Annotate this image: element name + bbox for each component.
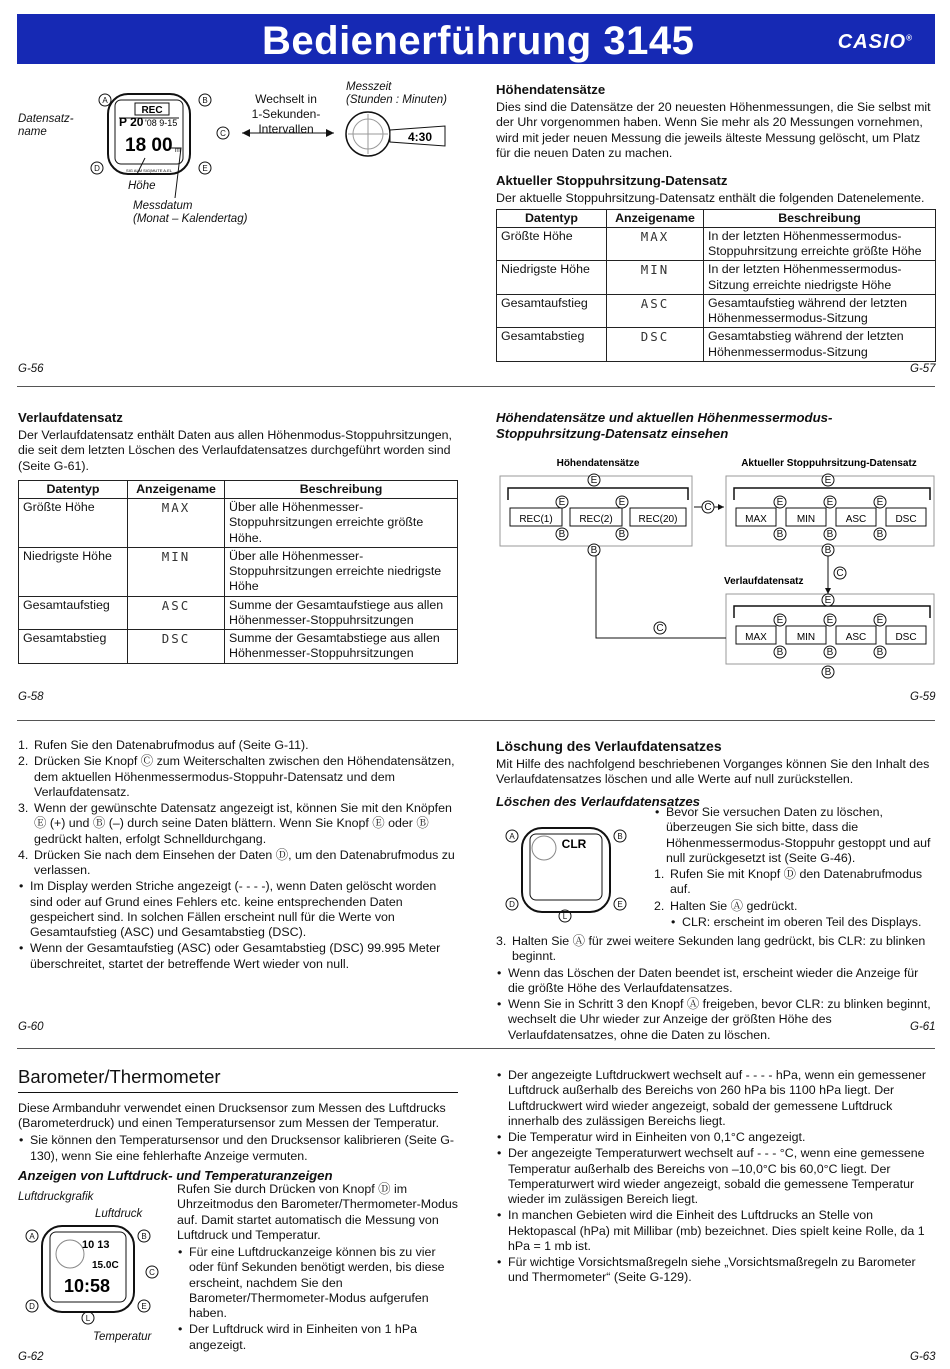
rec-1: REC(1) (519, 514, 553, 525)
heading-barometer: Barometer/Thermometer (18, 1066, 458, 1093)
title-banner (17, 14, 935, 64)
page-number-g60: G-60 (18, 1021, 44, 1033)
svg-text:L: L (85, 1314, 91, 1323)
table-header: Anzeigename (128, 480, 225, 498)
measurement-time-display-illustration (340, 108, 450, 160)
list-item: 4. Drücken Sie nach dem Einsehen der Daten Ⓓ, um den Datenabrufmodus zu verlassen. (18, 847, 455, 877)
page-number-g62: G-62 (18, 1351, 44, 1363)
svg-text:ASC: ASC (845, 514, 867, 525)
svg-text:E: E (141, 1302, 147, 1311)
table-header: Beschreibung (704, 209, 936, 227)
svg-text:15.0C: 15.0C (92, 1260, 119, 1271)
list-item: • Wenn der Gesamtaufstieg (ASC) oder Gesamtabstieg (DSC) 99.995 Meter überschreitet, startet der betreffende Wert wieder von null. (18, 941, 458, 972)
text-barometer: Diese Armbanduhr verwendet einen Drucksensor zum Messen des Luftdrucks (Barometerdruck) und einen Temperatursensor zum Messen der Temperatur. (18, 1100, 446, 1130)
heading-verlaufdatensatz: Verlaufdatensatz (18, 410, 123, 425)
svg-text:CLR: CLR (561, 837, 587, 851)
svg-text:A: A (102, 96, 108, 105)
divider (17, 1048, 935, 1049)
svg-text:B: B (826, 529, 834, 540)
text-anzeigen: Rufen Sie durch Drücken von Knopf Ⓓ im Uhrzeitmodus den Barometer/Thermometer-Modus auf. Damit startet automatisch die Messung von Luftdruck und Temperatur. (177, 1182, 458, 1242)
svg-text:'08 9-15: '08 9-15 (145, 118, 178, 128)
record-navigation-diagram (496, 452, 938, 684)
rec-2: REC(2) (579, 514, 613, 525)
heading-anzeigen: Anzeigen von Luftdruck- und Temperaturanzeigen (18, 1167, 333, 1183)
svg-text:C: C (656, 623, 664, 634)
list-item: • In manchen Gebieten wird die Einheit des Luftdrucks an Stelle von Hektopascal (hPa) mit Millibar (mb) bezeichnet. Dies spielt keine Rolle, da 1 hPa = 1 mb ist. (496, 1208, 936, 1254)
label-hoehendatensaetze: Höhendatensätze (556, 458, 640, 469)
svg-text:B: B (876, 647, 884, 658)
svg-text:E: E (617, 900, 623, 909)
heading-einsehen: Höhendatensätze und aktuellen Höhenmessermodus-Stoppuhrsitzung-Datensatz einsehen (496, 410, 833, 442)
svg-text:E: E (824, 475, 832, 486)
svg-text:A: A (509, 832, 515, 841)
page-number-g63: G-63 (910, 1351, 936, 1363)
svg-text:10 13: 10 13 (82, 1239, 110, 1251)
table-row: Niedrigste Höhe MIN In der letzten Höhenmessermodus-Sitzung erreichte niedrigste Höhe (497, 261, 936, 295)
list-item: • Im Display werden Striche angezeigt (- - - -), wenn Daten gelöscht worden sind oder auf Grund eines Fehlers etc. keine entsprechenden Daten gespeichert sind. In solchen Fällen erscheint null für die Werte von Gesamtaufstieg (ASC) und Gesamtabstieg (DSC). (18, 879, 458, 940)
svg-text:10:58: 10:58 (64, 1276, 111, 1296)
table-row: Gesamtabstieg DSC Summe der Gesamtabstiege aus allen Höhenmesser-Stoppuhrsitzungen (19, 630, 458, 664)
heading-aktueller-datensatz: Aktueller Stoppuhrsitzung-Datensatz (496, 173, 728, 189)
label-messzeit: Messzeit (Stunden : Minuten) (346, 81, 448, 107)
section-hoehendatensaetze (496, 82, 936, 362)
list-item: • Für wichtige Vorsichtsmaßregeln siehe „Vorsichtsmaßregeln zu Barometer und Thermometer“ (Seite G-129). (496, 1255, 936, 1286)
svg-text:18 00: 18 00 (125, 135, 173, 156)
svg-text:B: B (617, 832, 623, 841)
table-header: Anzeigename (607, 209, 704, 227)
svg-text:E: E (590, 475, 598, 486)
text-hoehendatensaetze: Dies sind die Datensätze der 20 neuesten Höhenmessungen, die Sie selbst mit der Uhr vorgenommen haben. Wenn Sie mehr als 20 Messungen vornehmen, wird mit jeder neuen Messung die jeweils älteste Messung gelöscht, um Platz für die neuen Daten zu machen. (496, 100, 931, 160)
casio-logo: CASIO® (837, 31, 913, 53)
svg-text:E: E (826, 497, 834, 508)
label-hoehe: Höhe (128, 180, 156, 192)
section-einsehen (496, 410, 936, 444)
list-item: • Wenn das Löschen der Daten beendet ist, erscheint wieder die Anzeige für die größte Höhe des Verlaufdatensatzes. (496, 966, 936, 997)
heading-hoehendatensaetze: Höhendatensätze (496, 82, 606, 97)
manual-title: Bedienerführung 3145 (262, 19, 695, 63)
svg-text:C: C (149, 1268, 155, 1277)
table-row: Größte Höhe MAX Über alle Höhenmesser-Stoppuhrsitzungen erreichte größte Höhe. (19, 499, 458, 548)
svg-text:E: E (776, 497, 784, 508)
page-number-g59: G-59 (910, 691, 936, 703)
svg-text:E: E (776, 615, 784, 626)
svg-text:E: E (202, 164, 208, 173)
svg-text:B: B (776, 529, 784, 540)
svg-text:B: B (618, 529, 626, 540)
section-abruf-anleitung (18, 738, 458, 973)
svg-text:P 20: P 20 (119, 115, 144, 129)
table-row: Gesamtaufstieg ASC Gesamtaufstieg während der letzten Höhenmessermodus-Sitzung (497, 294, 936, 328)
svg-text:DSC: DSC (895, 514, 917, 525)
label-luftdruckgrafik: Luftdruckgrafik (18, 1191, 94, 1203)
list-item: • Wenn Sie in Schritt 3 den Knopf Ⓐ freigeben, bevor CLR: zu blinken beginnt, wechselt die Uhr wieder zur Anzeige der größten Höhe des Verlaufdatensatzes, ohne die Daten zu löschen. (496, 997, 936, 1043)
svg-text:E: E (876, 615, 884, 626)
svg-text:D: D (509, 900, 515, 909)
list-item: • Sie können den Temperatursensor und den Drucksensor kalibrieren (Seite G-130), wenn Sie eine fehlerhafte Anzeige vermuten. (18, 1133, 458, 1164)
label-wechselt: Wechselt in 1-Sekunden- Intervallen (251, 92, 321, 136)
svg-text:4:30: 4:30 (408, 130, 433, 144)
notes-list (18, 879, 458, 972)
svg-text:B: B (826, 647, 834, 658)
text-verlaufdatensatz: Der Verlaufdatensatz enthält Daten aus allen Höhenmodus-Stoppuhrsitzungen, die seit dem letzten Löschen des Verlaufdatensatzes durchgeführt worden sind (Seite G-61). (18, 428, 452, 473)
svg-text:B: B (824, 545, 832, 556)
section-loeschen-more (496, 934, 936, 1044)
svg-text:C: C (836, 568, 844, 579)
table-header: Datentyp (19, 480, 128, 498)
watch-clr-illustration (500, 824, 635, 924)
heading-loeschung: Löschung des Verlaufdatensatzes (496, 738, 722, 754)
svg-text:E: E (826, 615, 834, 626)
svg-text:B: B (824, 667, 832, 678)
list-item: • CLR: erscheint im oberen Teil des Displays. (670, 915, 936, 930)
section-loeschung (496, 738, 936, 812)
list-item: • Die Temperatur wird in Einheiten von 0,1°C angezeigt. (496, 1130, 936, 1145)
divider (17, 386, 935, 387)
svg-text:C: C (220, 129, 226, 138)
svg-text:B: B (876, 529, 884, 540)
list-item: • Bevor Sie versuchen Daten zu löschen, überzeugen Sie sich bitte, dass die Höhenmessermodus-Stoppuhr gestoppt und auf null zurückgesetzt ist (Seite G-46). (654, 805, 936, 866)
label-datensatzname: Datensatz- name (18, 113, 74, 139)
table-row: Größte Höhe MAX In der letzten Höhenmessermodus-Stoppuhrsitzung erreichte größte Höhe (497, 227, 936, 261)
label-temperatur: Temperatur (93, 1331, 152, 1343)
list-item: • Der angezeigte Luftdruckwert wechselt auf - - - - hPa, wenn ein gemessener Luftdruck außerhalb des Bereichs von 260 hPa bis 1100 hPa liegt. Der Luftdruckwert wird wieder angezeigt, sobald der gemessene Luftdruck innerhalb des zulässigen Bereichs liegt. (496, 1068, 936, 1129)
steps-list (18, 738, 458, 878)
svg-text:B: B (590, 545, 598, 556)
svg-text:C: C (704, 502, 712, 513)
label-messdatum: Messdatum (Monat – Kalendertag) (133, 200, 248, 226)
list-item: 2. Halten Sie Ⓐ gedrückt. (654, 898, 798, 913)
svg-text:D: D (29, 1302, 35, 1311)
heading-loeschen: Löschen des Verlaufdatensatzes (496, 793, 700, 809)
svg-text:REC: REC (141, 105, 163, 116)
table-header: Datentyp (497, 209, 607, 227)
svg-text:E: E (618, 497, 626, 508)
label-luftdruck: Luftdruck (95, 1208, 143, 1220)
label-aktueller: Aktueller Stoppuhrsitzung-Datensatz (741, 458, 917, 469)
list-item: • Der angezeigte Temperaturwert wechselt auf - - - °C, wenn eine gemessene Temperatur außerhalb des Bereichs von –10,0°C bis 60,0°C liegt. Der Temperaturwert wird wieder angezeigt, sobald die gemessene Temperatur wieder im zulässigen Bereich liegt. (496, 1146, 936, 1207)
list-item: • Für eine Luftdruckanzeige können bis zu vier oder fünf Sekunden benötigt werden, bis diese erscheint, nachdem Sie den Barometer/Thermometer-Modus aufgerufen haben. (177, 1245, 459, 1321)
svg-text:E: E (558, 497, 566, 508)
label-verlauf: Verlaufdatensatz (724, 576, 804, 587)
svg-text:DSC: DSC (895, 632, 917, 643)
double-arrow-icon (238, 125, 338, 141)
divider (17, 720, 935, 721)
table-verlaufdatensatz (18, 480, 458, 664)
page-number-g58: G-58 (18, 691, 44, 703)
text-loeschung: Mit Hilfe des nachfolgend beschriebenen Vorganges können Sie den Inhalt des Verlaufdatensatzes löschen und alle Werte auf null zurückstellen. (496, 757, 930, 787)
section-barometer-hinweise (496, 1068, 936, 1287)
page-number-g61: G-61 (910, 1021, 936, 1033)
svg-text:E: E (824, 595, 832, 606)
table-row: Gesamtaufstieg ASC Summe der Gesamtaufstiege aus allen Höhenmesser-Stoppuhrsitzungen (19, 596, 458, 630)
section-anzeigen-text (177, 1182, 459, 1354)
svg-text:SIG ALM SIG|MUTE A.EL: SIG ALM SIG|MUTE A.EL (126, 168, 172, 173)
section-barometer (18, 1066, 458, 1186)
svg-text:MIN: MIN (796, 632, 816, 643)
svg-text:D: D (94, 164, 100, 173)
list-item: • Der Luftdruck wird in Einheiten von 1 hPa angezeigt. (177, 1322, 459, 1353)
section-verlaufdatensatz (18, 410, 458, 664)
svg-text:B: B (202, 96, 208, 105)
svg-text:L: L (562, 912, 568, 921)
svg-text:MAX: MAX (745, 632, 767, 643)
list-item: 3. Halten Sie Ⓐ für zwei weitere Sekunden lang gedrückt, bis CLR: zu blinken beginnt. (496, 934, 926, 964)
list-item: 2. Drücken Sie Knopf Ⓒ zum Weiterschalten zwischen den Höhendatensätzen, dem aktuellen Höhenmessermodus-Stoppuhr-Datensatz und dem Verlaufdatensatz. (18, 754, 455, 799)
list-item: 1. Rufen Sie den Datenabrufmodus auf (Seite G-11). (18, 738, 309, 752)
svg-text:A: A (29, 1232, 35, 1241)
list-item: 3. Wenn der gewünschte Datensatz angezeigt ist, können Sie mit den Knöpfen Ⓔ (+) und Ⓑ (–) durch seine Daten blättern. Wenn Sie Knopf Ⓔ oder Ⓑ gedrückt halten, erfolgt Schnelldurchgang. (18, 801, 452, 846)
svg-text:MIN: MIN (796, 514, 816, 525)
page-number-g57: G-57 (910, 363, 936, 375)
svg-text:m: m (175, 147, 181, 154)
svg-text:MAX: MAX (745, 514, 767, 525)
svg-text:E: E (876, 497, 884, 508)
table-row: Gesamtabstieg DSC Gesamtabstieg während der letzten Höhenmessermodus-Sitzung (497, 328, 936, 362)
table-aktueller-datensatz (496, 209, 936, 362)
svg-text:B: B (141, 1232, 147, 1241)
table-row: Niedrigste Höhe MIN Über alle Höhenmesser-Stoppuhrsitzungen erreichte niedrigste Höhe (19, 547, 458, 596)
rec-20: REC(20) (638, 514, 678, 525)
svg-text:B: B (776, 647, 784, 658)
svg-text:ASC: ASC (845, 632, 867, 643)
svg-text:B: B (558, 529, 566, 540)
text-aktueller-datensatz: Der aktuelle Stoppuhrsitzung-Datensatz enthält die folgenden Datenelemente. (496, 191, 925, 206)
section-loeschen-steps (654, 805, 936, 931)
list-item: 1. Rufen Sie mit Knopf Ⓓ den Datenabrufmodus auf. (654, 867, 923, 897)
page-number-g56: G-56 (18, 363, 44, 375)
table-header: Beschreibung (225, 480, 458, 498)
watch-barometer-illustration (22, 1222, 162, 1328)
